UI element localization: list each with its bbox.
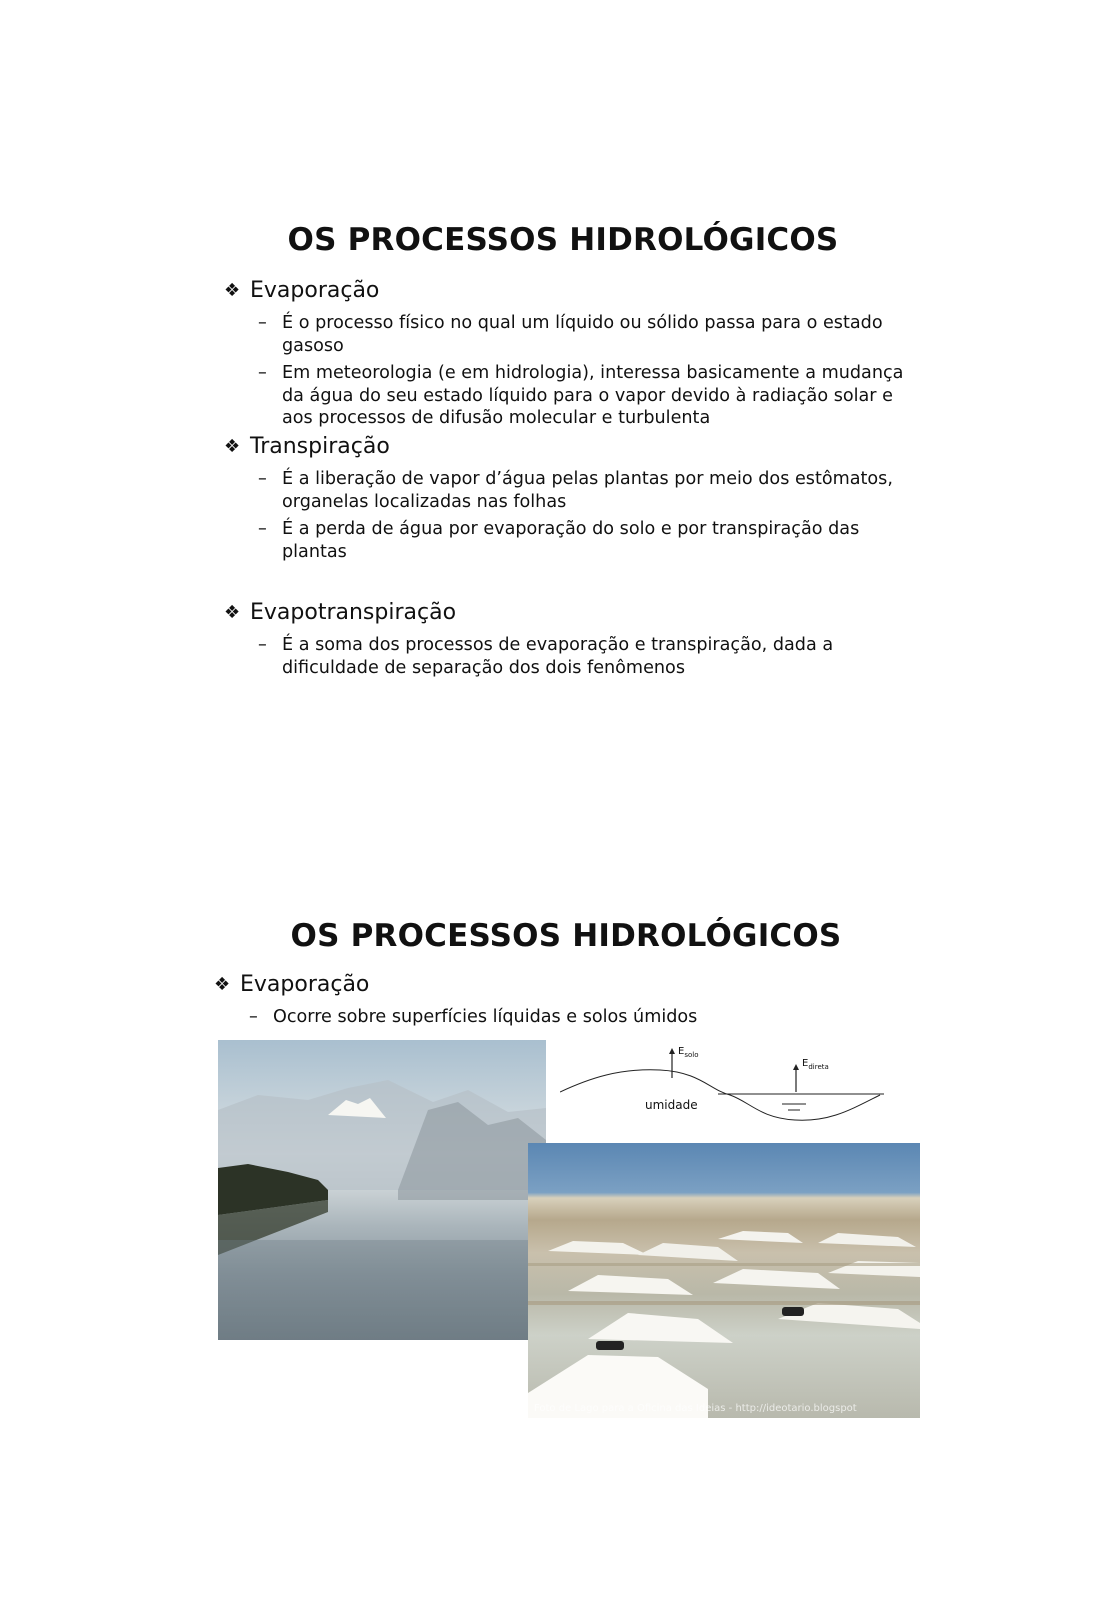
dash-bullet-icon: –: [258, 469, 267, 489]
list-item: [258, 518, 922, 563]
diamond-bullet-icon: ❖: [224, 280, 241, 301]
topic-label: Evapotranspiração: [250, 600, 457, 625]
lake-fog-illustration: [218, 1040, 546, 1340]
topic-label: Evaporação: [240, 972, 370, 997]
topic-evaporacao: [224, 278, 379, 303]
list-item: [258, 468, 922, 513]
topic-evapotranspiracao: [224, 600, 456, 625]
salt-flats-photo: [528, 1143, 920, 1418]
dash-bullet-icon: –: [258, 363, 267, 383]
evaporation-diagram: [560, 1040, 900, 1130]
list-item: [258, 312, 922, 357]
topic-label: Evaporação: [250, 278, 380, 303]
e-direta-sub: direta: [808, 1063, 829, 1071]
list-item: [249, 1006, 913, 1029]
salt-flats-illustration: [528, 1143, 920, 1418]
e-direta-label: [802, 1058, 829, 1071]
list-item: [258, 634, 922, 679]
slide-2: [0, 918, 1118, 954]
item-text: Ocorre sobre superfícies líquidas e solos úmidos: [273, 1007, 698, 1027]
e-direta-main: E: [802, 1058, 809, 1069]
item-text: É o processo físico no qual um líquido ou sólido passa para o estado gasoso: [282, 313, 883, 356]
dash-bullet-icon: –: [258, 635, 267, 655]
slide-1-title: OS PROCESSOS HIDROLÓGICOS: [287, 222, 839, 258]
topic-evaporacao-2: [214, 972, 369, 997]
topic-transpiracao: [224, 434, 390, 459]
item-text: É a perda de água por evaporação do solo e por transpiração das plantas: [282, 519, 860, 562]
dash-bullet-icon: –: [249, 1007, 258, 1027]
topic-label: Transpiração: [250, 434, 390, 459]
diamond-bullet-icon: ❖: [224, 436, 241, 457]
soil-profile-diagram: [560, 1040, 900, 1130]
diamond-bullet-icon: ❖: [214, 974, 231, 995]
e-solo-label: [678, 1046, 699, 1059]
diamond-bullet-icon: ❖: [224, 602, 241, 623]
dash-bullet-icon: –: [258, 313, 267, 333]
item-text: Em meteorologia (e em hidrologia), interessa basicamente a mudança da água do seu estado líquido para o vapor devido à radiação solar e aos processos de difusão molecular e turbulenta: [282, 363, 904, 428]
lake-fog-photo: [218, 1040, 546, 1340]
e-solo-sub: solo: [684, 1051, 699, 1059]
e-solo-main: E: [678, 1046, 685, 1057]
item-text: É a liberação de vapor d’água pelas plantas por meio dos estômatos, organelas localizadas nas folhas: [282, 469, 893, 512]
photo-caption: Foto de Lago para a Oficina das Ideias - http://ideotario.blogspot: [534, 1403, 857, 1414]
umidade-label: umidade: [645, 1098, 698, 1112]
slide-2-title: OS PROCESSOS HIDROLÓGICOS: [290, 918, 842, 954]
item-text: É a soma dos processos de evaporação e transpiração, dada a dificuldade de separação dos dois fenômenos: [282, 635, 834, 678]
slide-1: [0, 222, 1118, 258]
dash-bullet-icon: –: [258, 519, 267, 539]
list-item: [258, 362, 922, 430]
